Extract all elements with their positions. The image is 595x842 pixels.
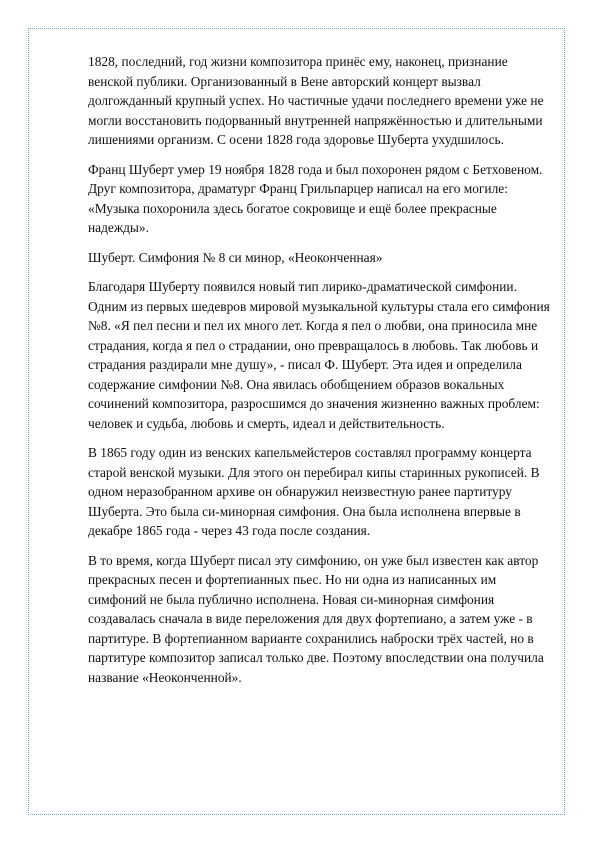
document-body (88, 52, 556, 697)
paragraph-last-year: 1828, последний, год жизни композитора принёс ему, наконец, признание венской публики. Организованный в Вене авторский концерт вызвал долгожданный крупный успех. Но частичные удачи последнего времени уже не могли восстановить подорванный внутренней напряжённостью и длительными лишениями организм. С осени 1828 года здоровье Шуберта ухудшилось. (88, 54, 544, 147)
section-heading: Шуберт. Симфония № 8 си минор, «Неоконченная» (88, 249, 383, 265)
paragraph-unfinished: В то время, когда Шуберт писал эту симфонию, он уже был известен как автор прекрасных песен и фортепианных пьес. Но ни одна из написанных им симфоний не была публично исполнена. Новая си-минорная симфония создавалась сначала в виде переложения для двух фортепиано, а затем уже - в партитуре. В фортепианном варианте сохранились наброски трёх частей, но в партитуре композитор записал только две. Поэтому впоследствии она получила название «Неоконченной». (88, 552, 544, 685)
paragraph-discovery: В 1865 году один из венских капельмейстеров составлял программу концерта старой венской музыки. Для этого он перебирал кипы старинных рукописей. В одном неразобранном архиве он обнаружил неизвестную ранее партитуру Шуберта. Это была си-минорная симфония. Она была исполнена впервые в декабре 1865 года - через 43 года после создания. (88, 445, 540, 538)
paragraph-symphony: Благодаря Шуберту появился новый тип лирико-драматической симфонии. Одним из первых шедевров мировой музыкальной культуры стала его симфония №8. «Я пел песни и пел их много лет. Когда я пел о любви, она приносила мне страдания, когда я пел о страдании, оно превращалось в любовь. Так любовь и страдания раздирали мне душу», - писал Ф. Шуберт. Эта идея и определила содержание симфонии №8. Она явилась обобщением образов вокальных сочинений композитора, разросшимся до значения жизненно важных проблем: человек и судьба, любовь и смерть, идеал и действительность. (88, 279, 550, 431)
paragraph-death: Франц Шуберт умер 19 ноября 1828 года и был похоронен рядом с Бетховеном. Друг композитора, драматург Франц Грильпарцер написал на его могиле: «Музыка похоронила здесь богатое сокровище и ещё более прекрасные надежды». (88, 161, 543, 235)
